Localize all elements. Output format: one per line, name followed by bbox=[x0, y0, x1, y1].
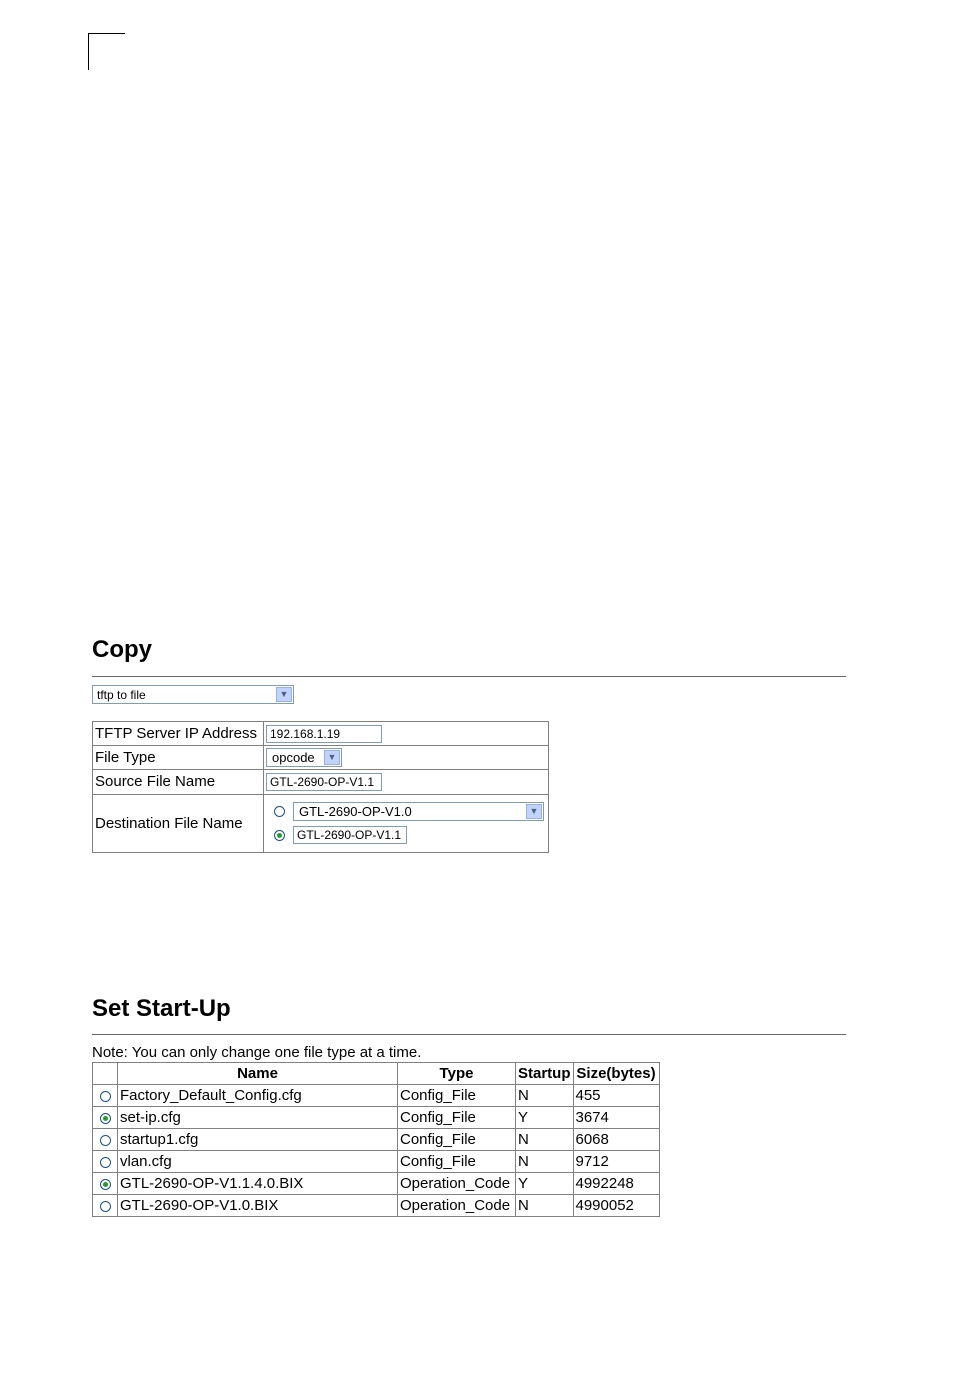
startup-radio[interactable] bbox=[100, 1179, 111, 1190]
file-name-cell: startup1.cfg bbox=[118, 1129, 398, 1151]
source-file-cell bbox=[264, 770, 549, 794]
destination-file-cell bbox=[264, 794, 549, 852]
row-select-cell bbox=[93, 1129, 118, 1151]
file-type-cell: Config_File bbox=[398, 1129, 516, 1151]
row-select-cell bbox=[93, 1085, 118, 1107]
file-name-cell: GTL-2690-OP-V1.1.4.0.BIX bbox=[118, 1173, 398, 1195]
server-ip-cell bbox=[264, 722, 549, 746]
file-size-cell: 6068 bbox=[573, 1129, 659, 1151]
startup-column-header: Startup bbox=[516, 1063, 574, 1085]
copy-settings-table bbox=[92, 721, 549, 853]
table-row bbox=[93, 1107, 660, 1129]
file-name-cell: vlan.cfg bbox=[118, 1151, 398, 1173]
startup-radio[interactable] bbox=[100, 1091, 111, 1102]
size-column-header: Size(bytes) bbox=[573, 1063, 659, 1085]
file-size-cell: 455 bbox=[573, 1085, 659, 1107]
server-ip-label: TFTP Server IP Address bbox=[93, 722, 264, 746]
file-size-cell: 9712 bbox=[573, 1151, 659, 1173]
corner-crop-mark bbox=[88, 33, 125, 70]
file-type-value: opcode bbox=[272, 750, 315, 766]
table-row bbox=[93, 1151, 660, 1173]
file-type-cell bbox=[264, 746, 549, 770]
file-type-cell: Operation_Code bbox=[398, 1195, 516, 1217]
chevron-down-icon[interactable]: ▼ bbox=[324, 750, 340, 765]
server-ip-input[interactable]: 192.168.1.19 bbox=[266, 725, 382, 743]
copy-mode-value: tftp to file bbox=[97, 688, 146, 702]
copy-divider bbox=[92, 676, 846, 677]
table-row bbox=[93, 1173, 660, 1195]
row-select-cell bbox=[93, 1173, 118, 1195]
startup-radio[interactable] bbox=[100, 1113, 111, 1124]
file-type-select[interactable] bbox=[266, 748, 342, 767]
chevron-down-icon[interactable]: ▼ bbox=[526, 804, 542, 819]
startup-flag-cell: N bbox=[516, 1129, 574, 1151]
destination-text-radio[interactable] bbox=[274, 830, 285, 841]
startup-flag-cell: N bbox=[516, 1151, 574, 1173]
startup-radio[interactable] bbox=[100, 1201, 111, 1212]
startup-flag-cell: Y bbox=[516, 1107, 574, 1129]
startup-section-title: Set Start-Up bbox=[92, 995, 231, 1022]
row-select-cell bbox=[93, 1107, 118, 1129]
file-name-cell: GTL-2690-OP-V1.0.BIX bbox=[118, 1195, 398, 1217]
file-size-cell: 4990052 bbox=[573, 1195, 659, 1217]
table-row bbox=[93, 1129, 660, 1151]
file-size-cell: 3674 bbox=[573, 1107, 659, 1129]
copy-mode-select[interactable] bbox=[92, 685, 294, 704]
startup-note: Note: You can only change one file type at a time. bbox=[92, 1044, 422, 1061]
table-row bbox=[93, 1195, 660, 1217]
row-select-cell bbox=[93, 1151, 118, 1173]
source-file-label: Source File Name bbox=[93, 770, 264, 794]
file-type-cell: Operation_Code bbox=[398, 1173, 516, 1195]
file-name-cell: set-ip.cfg bbox=[118, 1107, 398, 1129]
select-column-header bbox=[93, 1063, 118, 1085]
file-size-cell: 4992248 bbox=[573, 1173, 659, 1195]
file-type-label: File Type bbox=[93, 746, 264, 770]
startup-files-table bbox=[92, 1062, 660, 1217]
file-type-cell: Config_File bbox=[398, 1107, 516, 1129]
destination-select-radio[interactable] bbox=[274, 806, 285, 817]
startup-radio[interactable] bbox=[100, 1157, 111, 1168]
chevron-down-icon[interactable]: ▼ bbox=[276, 687, 292, 702]
name-column-header: Name bbox=[118, 1063, 398, 1085]
copy-section-title: Copy bbox=[92, 636, 152, 663]
table-row bbox=[93, 1085, 660, 1107]
file-type-cell: Config_File bbox=[398, 1151, 516, 1173]
startup-divider bbox=[92, 1034, 846, 1035]
source-file-input[interactable]: GTL-2690-OP-V1.1 bbox=[266, 773, 382, 791]
startup-flag-cell: N bbox=[516, 1085, 574, 1107]
file-type-cell: Config_File bbox=[398, 1085, 516, 1107]
destination-text-row bbox=[266, 823, 546, 847]
destination-file-input[interactable]: GTL-2690-OP-V1.1 bbox=[293, 826, 407, 844]
destination-file-select[interactable] bbox=[293, 802, 544, 821]
startup-flag-cell: N bbox=[516, 1195, 574, 1217]
destination-select-row bbox=[266, 799, 546, 823]
startup-flag-cell: Y bbox=[516, 1173, 574, 1195]
type-column-header: Type bbox=[398, 1063, 516, 1085]
startup-radio[interactable] bbox=[100, 1135, 111, 1146]
destination-file-label: Destination File Name bbox=[93, 794, 264, 852]
destination-select-value: GTL-2690-OP-V1.0 bbox=[299, 803, 412, 819]
table-header-row bbox=[93, 1063, 660, 1085]
file-name-cell: Factory_Default_Config.cfg bbox=[118, 1085, 398, 1107]
row-select-cell bbox=[93, 1195, 118, 1217]
